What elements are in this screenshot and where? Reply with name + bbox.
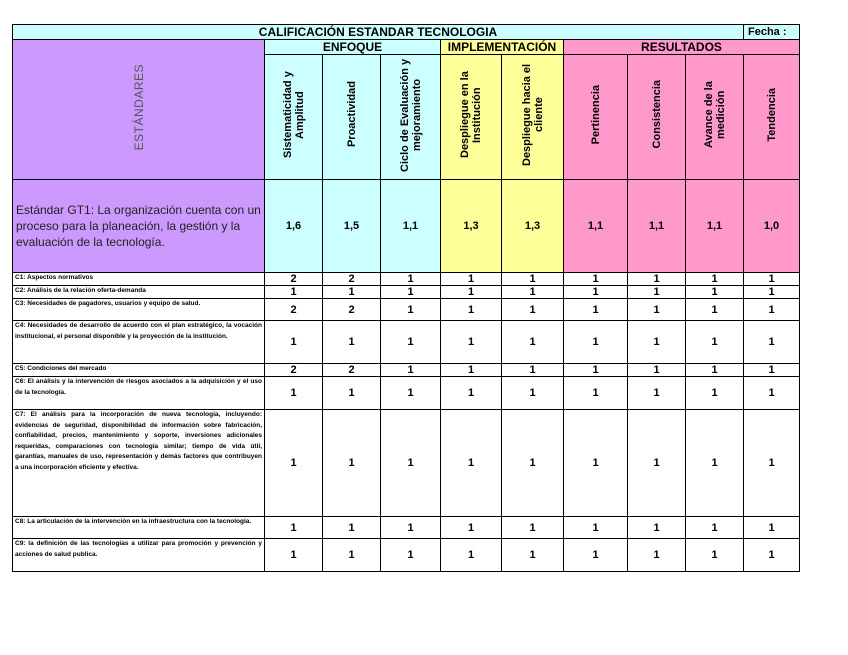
criterion-value: 1 bbox=[441, 539, 502, 572]
criterion-value: 1 bbox=[686, 273, 744, 286]
criterion-value: 1 bbox=[265, 517, 323, 539]
criterion-value: 1 bbox=[381, 364, 441, 377]
column-header-label: Pertinencia bbox=[589, 84, 602, 145]
criterion-value: 1 bbox=[686, 364, 744, 377]
criterion-value: 1 bbox=[502, 273, 564, 286]
rating-table bbox=[12, 24, 800, 572]
criterion-value: 1 bbox=[686, 410, 744, 517]
criterion-row bbox=[13, 299, 800, 321]
criterion-value: 1 bbox=[564, 286, 628, 299]
criterion-value: 1 bbox=[502, 539, 564, 572]
criterion-value: 1 bbox=[744, 539, 800, 572]
criterion-value: 1 bbox=[441, 410, 502, 517]
criterion-value: 1 bbox=[502, 321, 564, 364]
gt1-value: 1,1 bbox=[381, 180, 441, 273]
criterion-value: 1 bbox=[564, 377, 628, 410]
criterion-value: 1 bbox=[628, 410, 686, 517]
criterion-value: 1 bbox=[744, 273, 800, 286]
gt1-value: 1,6 bbox=[265, 180, 323, 273]
criterion-value: 1 bbox=[381, 299, 441, 321]
criterion-value: 1 bbox=[628, 321, 686, 364]
gt1-value: 1,1 bbox=[686, 180, 744, 273]
criterion-value: 1 bbox=[628, 364, 686, 377]
criterion-value: 1 bbox=[323, 517, 381, 539]
criterion-value: 1 bbox=[744, 517, 800, 539]
column-header-label: Ciclo de Evaluación y mejoramiento bbox=[398, 57, 423, 172]
criterion-value: 1 bbox=[564, 410, 628, 517]
standards-header bbox=[13, 40, 265, 180]
criterion-row bbox=[13, 321, 800, 364]
criterion-value: 2 bbox=[323, 299, 381, 321]
criterion-value: 1 bbox=[564, 321, 628, 364]
criterion-value: 2 bbox=[265, 364, 323, 377]
column-header bbox=[564, 55, 628, 180]
column-header bbox=[381, 55, 441, 180]
criterion-value: 1 bbox=[441, 364, 502, 377]
criterion-text: C9: la definición de las tecnologías a utilizar para promoción y prevención y acciones de salud publica. bbox=[13, 539, 265, 572]
criterion-value: 1 bbox=[265, 286, 323, 299]
table-title: CALIFICACIÓN ESTANDAR TECNOLOGIA bbox=[13, 25, 744, 40]
column-header-label: Despliegue en la Institución bbox=[459, 71, 483, 158]
gt1-value: 1,0 bbox=[744, 180, 800, 273]
criterion-text: C7: El análisis para la incorporación de nueva tecnología, incluyendo: evidencias de seguridad, disponibilidad de información sobre fabricación, confiabilidad, precios, mantenimiento y soporte, inversiones adicionales requeridas, comparaciones con tecnología similar; tiempo de vida útil, garantías, manuales de uso, representación y demás factores que contribuyen a una incorporación eficiente y efectiva. bbox=[13, 410, 265, 517]
criterion-row bbox=[13, 410, 800, 517]
column-header bbox=[502, 55, 564, 180]
criterion-value: 1 bbox=[381, 517, 441, 539]
table-body bbox=[13, 25, 800, 572]
group-resultados: RESULTADOS bbox=[564, 40, 800, 55]
criterion-value: 2 bbox=[265, 299, 323, 321]
criterion-value: 1 bbox=[744, 321, 800, 364]
criterion-value: 1 bbox=[265, 410, 323, 517]
criterion-value: 1 bbox=[323, 410, 381, 517]
criterion-value: 1 bbox=[628, 299, 686, 321]
gt1-row bbox=[13, 180, 800, 273]
title-row bbox=[13, 25, 800, 40]
criterion-value: 1 bbox=[441, 377, 502, 410]
criterion-value: 1 bbox=[441, 273, 502, 286]
criterion-value: 1 bbox=[686, 539, 744, 572]
criterion-value: 1 bbox=[381, 410, 441, 517]
criterion-value: 1 bbox=[441, 517, 502, 539]
criterion-value: 1 bbox=[502, 299, 564, 321]
criterion-value: 1 bbox=[502, 410, 564, 517]
criterion-value: 1 bbox=[381, 321, 441, 364]
criterion-value: 1 bbox=[502, 286, 564, 299]
criterion-row bbox=[13, 273, 800, 286]
criterion-value: 1 bbox=[323, 377, 381, 410]
column-header-label: Despliegue hacia el cliente bbox=[520, 63, 545, 166]
criterion-value: 1 bbox=[323, 286, 381, 299]
criterion-value: 1 bbox=[628, 539, 686, 572]
column-header bbox=[323, 55, 381, 180]
column-header-label: Consistencia bbox=[650, 80, 663, 149]
gt1-standard-text: Estándar GT1: La organización cuenta con un proceso para la planeación, la gestión y la evaluación de la tecnología. bbox=[13, 180, 265, 273]
criterion-value: 1 bbox=[381, 539, 441, 572]
criterion-value: 1 bbox=[265, 539, 323, 572]
criterion-value: 1 bbox=[441, 286, 502, 299]
column-header-label: Proactividad bbox=[345, 81, 358, 148]
criterion-value: 1 bbox=[686, 377, 744, 410]
criterion-text: C3: Necesidades de pagadores, usuarios y equipo de salud. bbox=[13, 299, 265, 321]
criterion-value: 1 bbox=[564, 299, 628, 321]
criterion-value: 1 bbox=[744, 286, 800, 299]
gt1-value: 1,5 bbox=[323, 180, 381, 273]
criterion-value: 1 bbox=[564, 539, 628, 572]
criterion-value: 1 bbox=[323, 539, 381, 572]
criterion-value: 1 bbox=[502, 517, 564, 539]
standards-label: ESTÁNDARES bbox=[131, 63, 146, 151]
column-header bbox=[441, 55, 502, 180]
gt1-value: 1,1 bbox=[564, 180, 628, 273]
criterion-value: 1 bbox=[744, 364, 800, 377]
criterion-value: 1 bbox=[686, 299, 744, 321]
criterion-value: 1 bbox=[686, 286, 744, 299]
group-row bbox=[13, 40, 800, 55]
criterion-row bbox=[13, 377, 800, 410]
criterion-value: 1 bbox=[744, 410, 800, 517]
criterion-value: 2 bbox=[265, 273, 323, 286]
gt1-value: 1,1 bbox=[628, 180, 686, 273]
criterion-value: 1 bbox=[686, 321, 744, 364]
criterion-value: 1 bbox=[686, 517, 744, 539]
criterion-text: C8: La articulación de la intervención en la infraestructura con la tecnología. bbox=[13, 517, 265, 539]
group-enfoque: ENFOQUE bbox=[265, 40, 441, 55]
criterion-value: 2 bbox=[323, 364, 381, 377]
criterion-value: 1 bbox=[744, 299, 800, 321]
column-header bbox=[265, 55, 323, 180]
criterion-row bbox=[13, 364, 800, 377]
criterion-value: 1 bbox=[628, 517, 686, 539]
criterion-row bbox=[13, 539, 800, 572]
criterion-text: C4: Necesidades de desarrollo de acuerdo con el plan estratégico, la vocación institucional, el personal disponible y la proyección de la institución. bbox=[13, 321, 265, 364]
column-header bbox=[686, 55, 744, 180]
gt1-value: 1,3 bbox=[502, 180, 564, 273]
criterion-value: 1 bbox=[564, 517, 628, 539]
criterion-value: 1 bbox=[502, 364, 564, 377]
criterion-value: 1 bbox=[381, 273, 441, 286]
criterion-value: 1 bbox=[381, 377, 441, 410]
gt1-value: 1,3 bbox=[441, 180, 502, 273]
column-header bbox=[628, 55, 686, 180]
criterion-text: C5: Condiciones del mercado bbox=[13, 364, 265, 377]
criterion-value: 2 bbox=[323, 273, 381, 286]
criterion-value: 1 bbox=[441, 321, 502, 364]
criterion-value: 1 bbox=[265, 321, 323, 364]
column-header bbox=[744, 55, 800, 180]
criterion-value: 1 bbox=[744, 377, 800, 410]
column-header-label: Sistematicidad y Amplitud bbox=[281, 71, 306, 158]
criterion-value: 1 bbox=[323, 321, 381, 364]
criterion-value: 1 bbox=[564, 364, 628, 377]
criterion-text: C2: Análisis de la relación oferta-demanda bbox=[13, 286, 265, 299]
group-implementacion: IMPLEMENTACIÓN bbox=[441, 40, 564, 55]
criterion-text: C6: El análisis y la intervención de riesgos asociados a la adquisición y el uso de la tecnología. bbox=[13, 377, 265, 410]
criterion-value: 1 bbox=[502, 377, 564, 410]
criterion-value: 1 bbox=[628, 286, 686, 299]
criterion-value: 1 bbox=[628, 273, 686, 286]
date-label: Fecha : bbox=[744, 25, 800, 40]
criterion-value: 1 bbox=[564, 273, 628, 286]
criterion-row bbox=[13, 286, 800, 299]
criterion-value: 1 bbox=[381, 286, 441, 299]
criterion-row bbox=[13, 517, 800, 539]
criterion-value: 1 bbox=[265, 377, 323, 410]
criterion-value: 1 bbox=[441, 299, 502, 321]
column-header-label: Avance de la medición bbox=[702, 81, 727, 148]
criterion-value: 1 bbox=[628, 377, 686, 410]
column-header-label: Tendencia bbox=[765, 87, 778, 142]
criterion-text: C1: Aspectos normativos bbox=[13, 273, 265, 286]
